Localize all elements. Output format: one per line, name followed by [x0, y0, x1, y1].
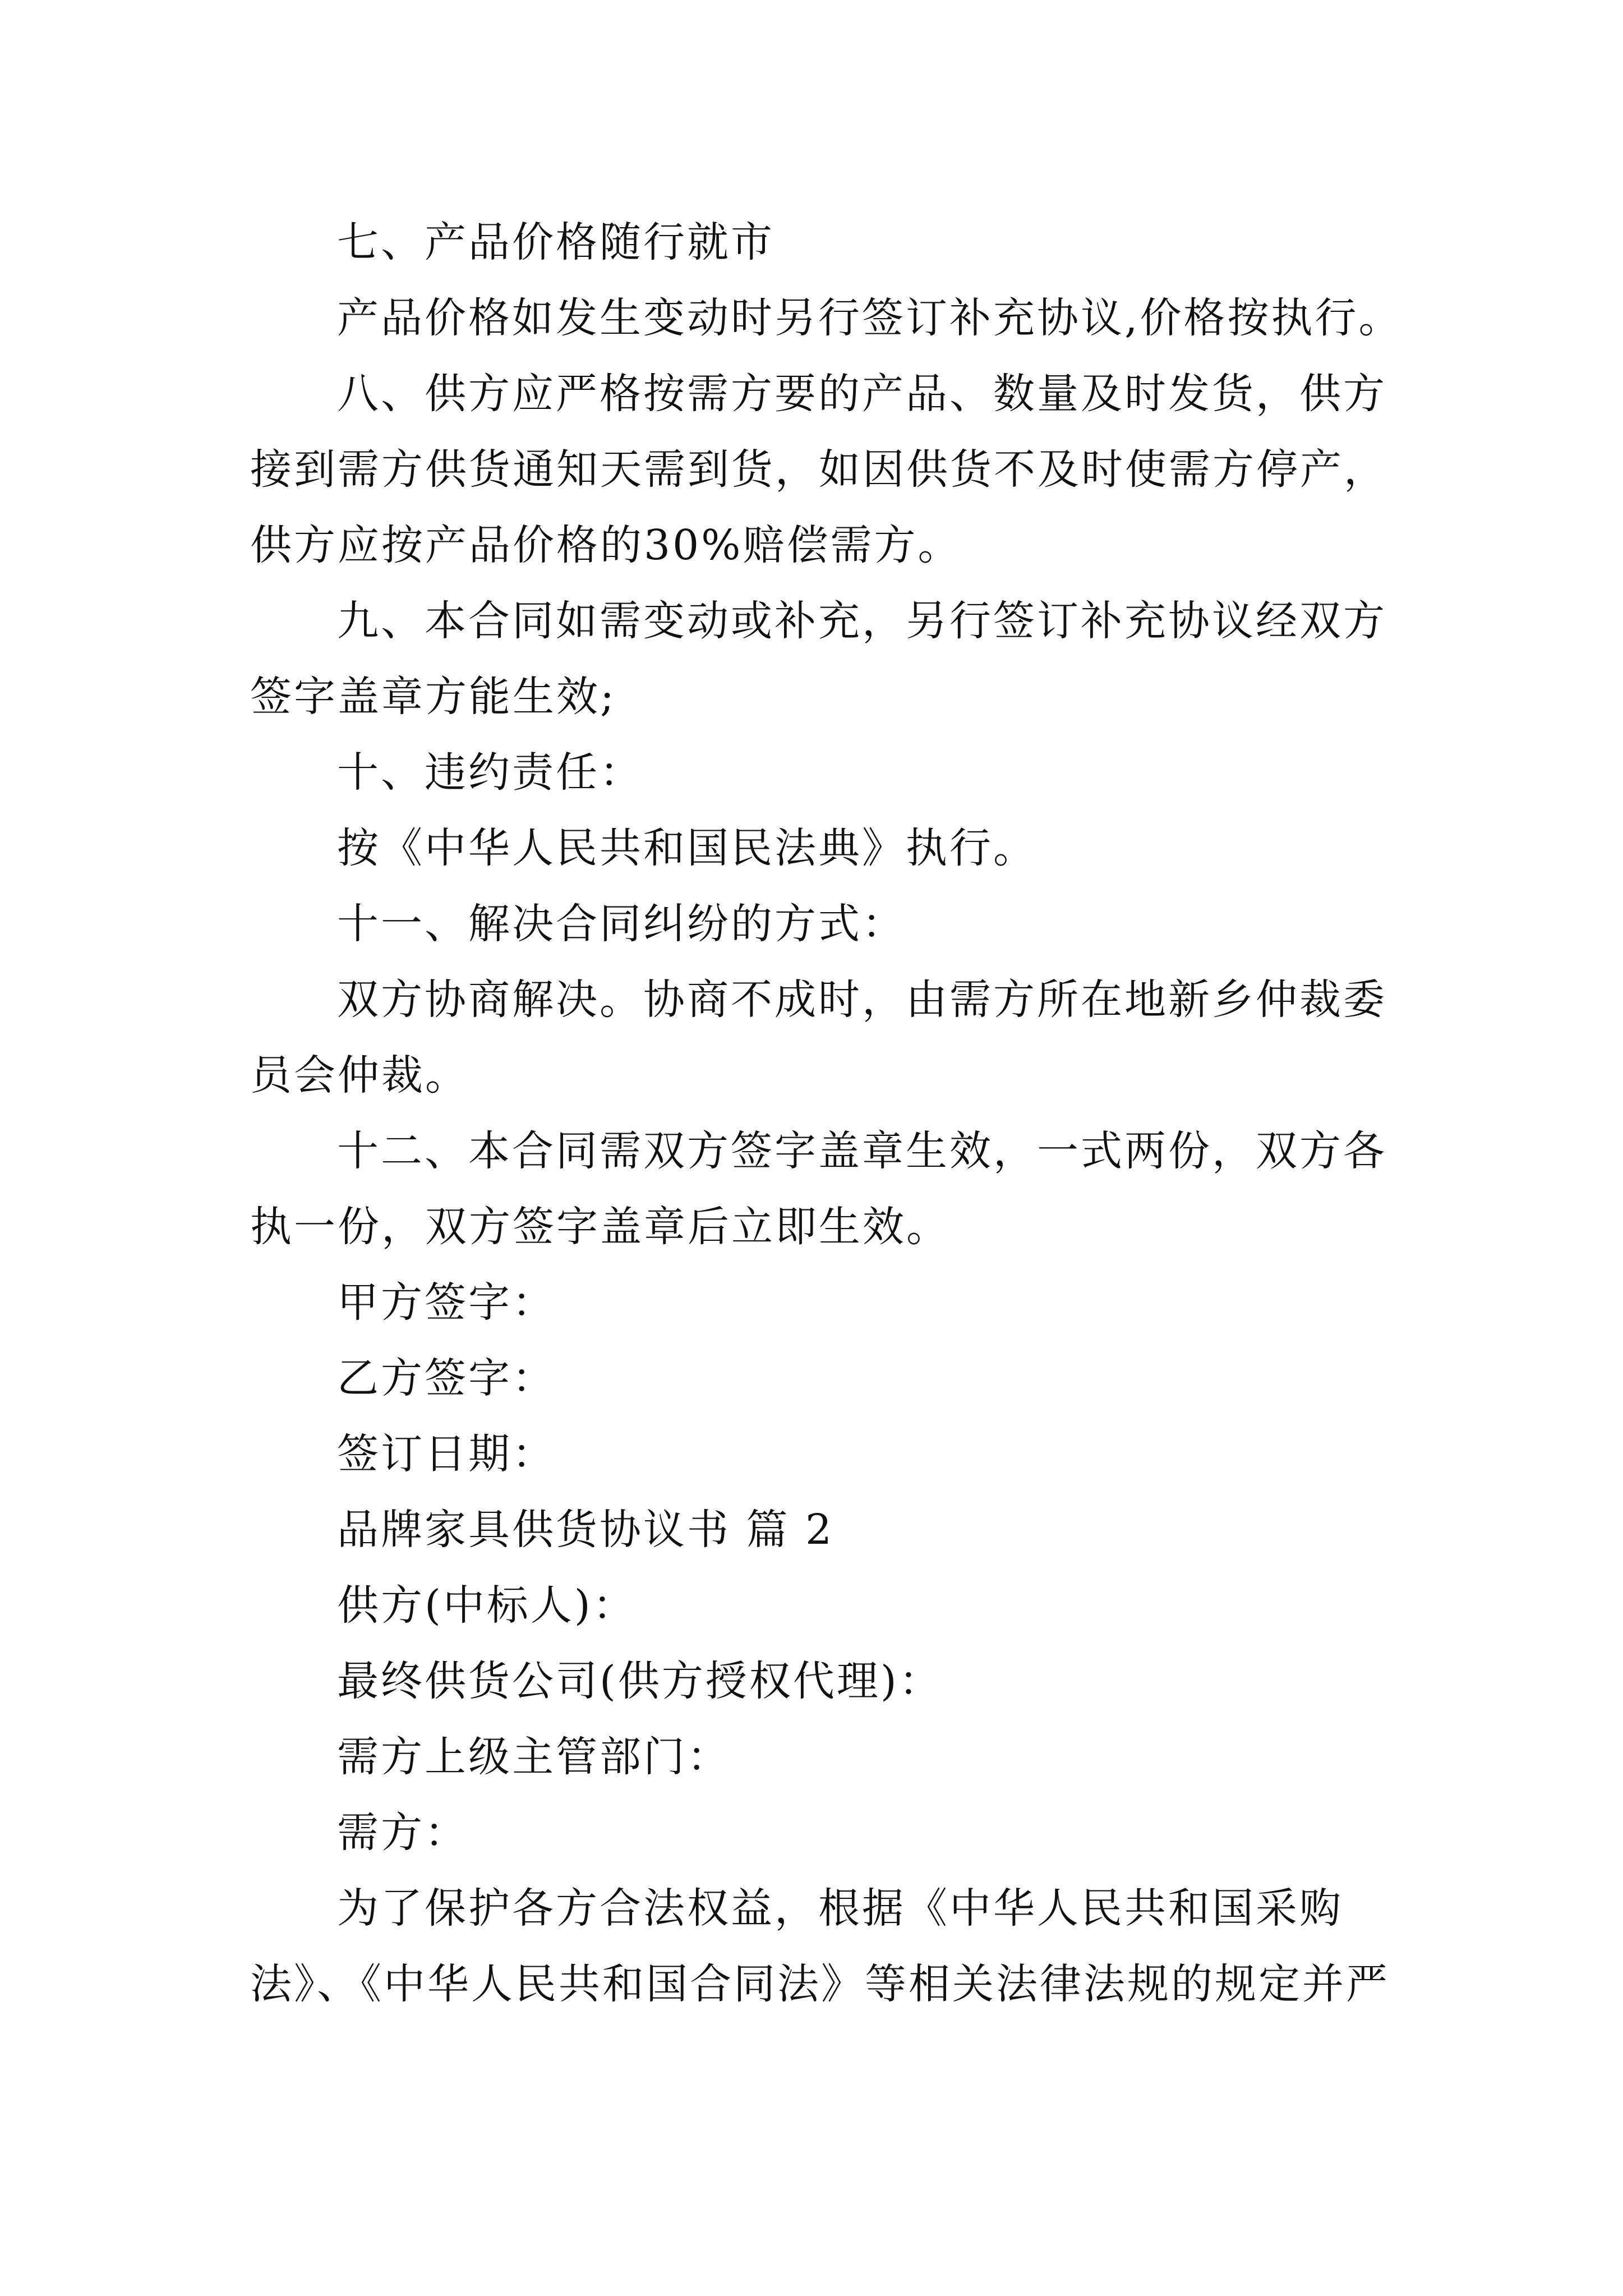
preamble-line-2: 法》、《中华人民共和国合同法》等相关法律法规的规定并严 [250, 1960, 1390, 2008]
clause-10-body: 按《中华人民共和国民法典》执行。 [337, 824, 1037, 872]
clause-9-line-2: 签字盖章方能生效; [250, 673, 616, 721]
clause-10-heading: 十、违约责任： [337, 748, 643, 797]
clause-12-line-1: 十二、本合同需双方签字盖章生效，一式两份，双方各 [337, 1127, 1387, 1175]
clause-11-body-line-2: 员会仲裁。 [250, 1051, 469, 1099]
clause-8-line-1: 八、供方应严格按需方要的产品、数量及时发货，供方 [337, 370, 1387, 418]
clause-12-line-2: 执一份，双方签字盖章后立即生效。 [250, 1203, 950, 1251]
clause-11-body-line-1: 双方协商解决。协商不成时，由需方所在地新乡仲裁委 [337, 976, 1387, 1024]
section-title: 品牌家具供货协议书 篇 2 [337, 1506, 834, 1554]
preamble-line-1: 为了保护各方合法权益，根据《中华人民共和国采购 [337, 1884, 1343, 1932]
clause-7-heading: 七、产品价格随行就市 [337, 218, 774, 266]
signing-date: 签订日期： [337, 1430, 556, 1478]
clause-8-line-3: 供方应按产品价格的30%赔偿需方。 [250, 521, 962, 569]
supplier-field: 供方(中标人)： [337, 1581, 637, 1630]
buyer-field: 需方： [337, 1809, 468, 1857]
buyer-authority-field: 需方上级主管部门： [337, 1733, 731, 1781]
clause-9-line-1: 九、本合同如需变动或补充，另行签订补充协议经双方 [337, 597, 1387, 645]
party-b-signature: 乙方签字： [337, 1354, 556, 1402]
party-a-signature: 甲方签字： [337, 1278, 556, 1327]
clause-8-line-2: 接到需方供货通知天需到货，如因供货不及时使需方停产， [250, 445, 1387, 494]
clause-11-heading: 十一、解决合同纠纷的方式： [337, 900, 906, 948]
final-supplier-field: 最终供货公司(供方授权代理)： [337, 1657, 943, 1705]
clause-7-body: 产品价格如发生变动时另行签订补充协议,价格按执行。 [337, 294, 1403, 342]
